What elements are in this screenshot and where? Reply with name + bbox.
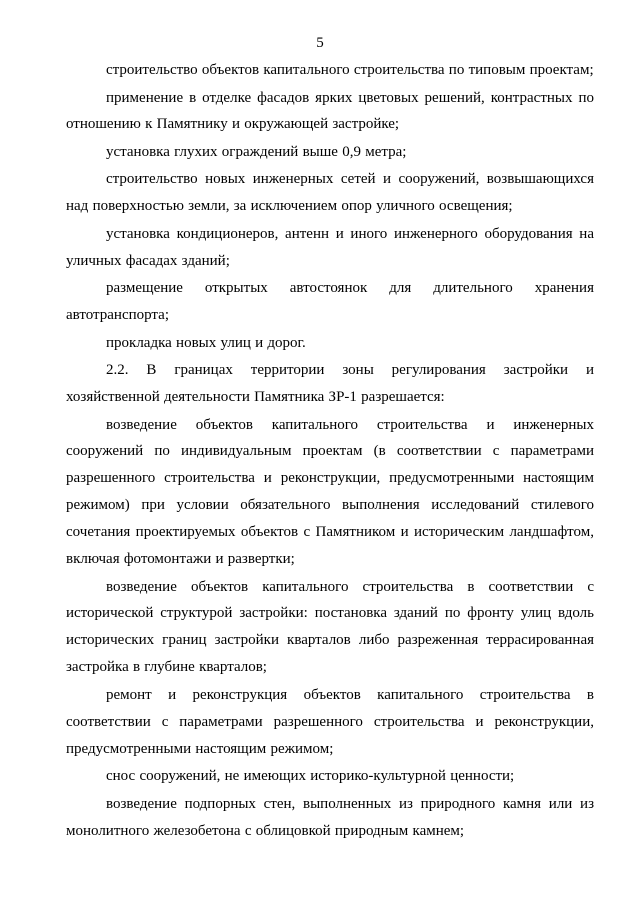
paragraph: строительство объектов капитального строительства по типовым проектам; xyxy=(106,62,594,78)
paragraph: возведение подпорных стен, выполненных из природного камня или из монолитного железобетона с облицовкой природным камнем; xyxy=(66,795,594,839)
paragraph: применение в отделке фасадов ярких цветовых решений, контрастных по отношению к Памятнику и окружающей застройке; xyxy=(66,89,594,133)
paragraph: строительство новых инженерных сетей и сооружений, возвышающихся над поверхностью земли, за исключением опор уличного освещения; xyxy=(66,171,594,215)
document-body xyxy=(66,57,594,844)
section-heading-paragraph: 2.2. В границах территории зоны регулирования застройки и хозяйственной деятельности Памятника ЗР-1 разрешается: xyxy=(66,362,594,406)
paragraph: возведение объектов капитального строительства и инженерных сооружений по индивидуальным проектам (в соответствии с параметрами разрешенного строительства и реконструкции, предусмотренными настоящим режимом) при условии обязательного выполнения исследований стилевого сочетания проектируемых объектов с Памятником и историческим ландшафтом, включая фотомонтажи и развертки; xyxy=(66,416,594,568)
paragraph: размещение открытых автостоянок для длительного хранения автотранспорта; xyxy=(66,280,594,324)
paragraph: установка глухих ограждений выше 0,9 метра; xyxy=(106,143,407,160)
paragraph: снос сооружений, не имеющих историко-культурной ценности; xyxy=(106,768,515,785)
paragraph: установка кондиционеров, антенн и иного инженерного оборудования на уличных фасадах зданий; xyxy=(66,225,594,269)
paragraph: возведение объектов капитального строительства в соответствии с исторической структурой застройки: постановка зданий по фронту улиц вдоль исторических границ застройки кварталов либо разреженная террасированная застройка в глубине кварталов; xyxy=(66,578,594,676)
paragraph: ремонт и реконструкция объектов капитального строительства в соответствии с параметрами разрешенного строительства и реконструкции, предусмотренными настоящим режимом; xyxy=(66,686,594,757)
page-number: 5 xyxy=(316,35,324,51)
paragraph: прокладка новых улиц и дорог. xyxy=(106,334,306,351)
